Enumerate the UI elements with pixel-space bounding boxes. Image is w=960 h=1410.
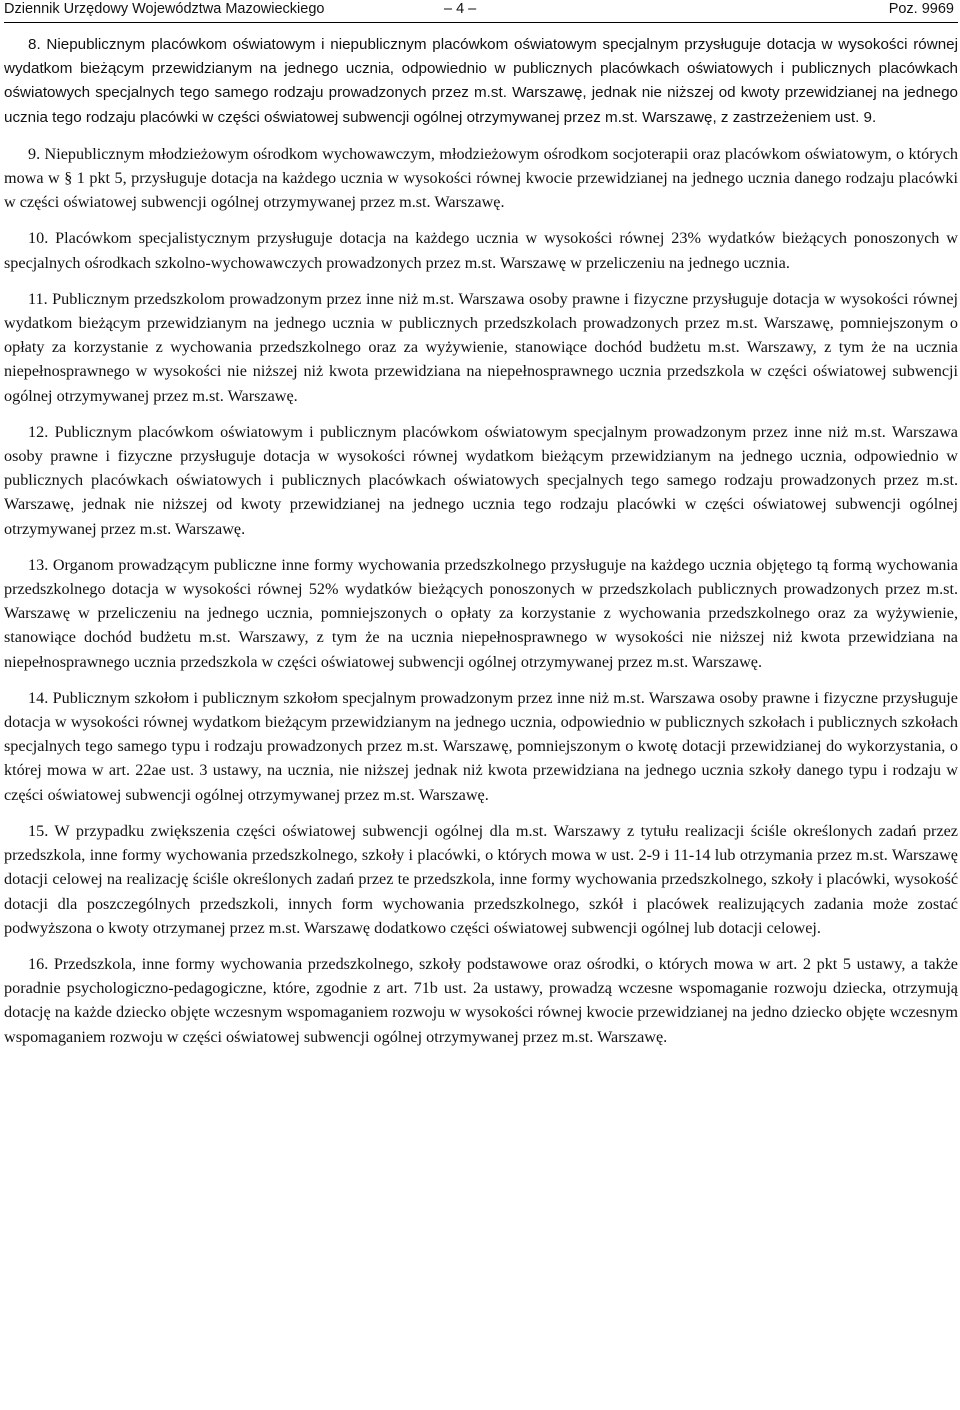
paragraph-10: 10. Placówkom specjalistycznym przysługuje dotacja na każdego ucznia w wysokości równej 23% wydatków bieżących ponoszonych w specjalnych ośrodkach szkolno-wychowawczych prowadzonych przez m.st. Warszawę w przeliczeniu na jednego ucznia. [4, 229, 958, 272]
paragraph-9: 9. Niepublicznym młodzieżowym ośrodkom wychowawczym, młodzieżowym ośrodkom socjoterapii oraz placówkom oświatowym, o których mowa w § 1 pkt 5, przysługuje dotacja na każdego ucznia w wysokości równej kwocie przewidzianej na jednego ucznia danego rodzaju placówki w części oświatowej subwencji ogólnej otrzymywanej przez m.st. Warszawę. [4, 144, 958, 212]
page-header [4, 0, 958, 23]
paragraph-8: 8. Niepublicznym placówkom oświatowym i niepublicznym placówkom oświatowym specjalnym przysługuje dotacja w wysokości równej wydatkom bieżącym przewidzianym na jednego ucznia, odpowiednio w publicznych placówkach oświatowych i publicznych placówkach oświatowych specjalnych tego samego rodzaju prowadzonych przez m.st. Warszawę, jednak nie niższej od kwoty przewidzianej na jednego ucznia tego rodzaju placówki w części oświatowej subwencji ogólnej otrzymywanej przez m.st. Warszawę, z zastrzeżeniem ust. 9. [4, 36, 958, 126]
page-number: – 4 – [444, 1, 477, 17]
paragraph-12: 12. Publicznym placówkom oświatowym i publicznym placówkom oświatowym specjalnym prowadzonym przez inne niż m.st. Warszawa osoby prawne i fizyczne przysługuje dotacja w wysokości równej wydatkom bieżącym przewidzianym na jednego ucznia, odpowiednio w publicznych placówkach oświatowych i publicznych placówkach oświatowych specjalnych tego samego rodzaju prowadzonych przez m.st. Warszawę, jednak nie niższej od kwoty przewidzianej na jednego ucznia tego rodzaju placówki w części oświatowej subwencji ogólnej otrzymywanej przez m.st. Warszawę. [4, 422, 958, 538]
paragraph-14: 14. Publicznym szkołom i publicznym szkołom specjalnym prowadzonym przez inne niż m.st. Warszawa osoby prawne i fizyczne przysługuje dotacja w wysokości równej wydatkom bieżącym przewidzianym na jednego ucznia, odpowiednio w publicznych szkołach i publicznych szkołach specjalnych tego samego typu i rodzaju prowadzonych przez m.st. Warszawę, pomniejszonym o kwotę dotacji przewidzianej do wykorzystania, o której mowa w art. 22ae ust. 3 ustawy, na ucznia, nie niższej jednak niż kwota przewidziana na jednego ucznia szkoły danego typu i rodzaju w części oświatowej subwencji ogólnej otrzymywanej przez m.st. Warszawę. [4, 688, 958, 804]
document-page [4, 0, 958, 1061]
position-number: Poz. 9969 [888, 1, 954, 17]
paragraph-13: 13. Organom prowadzącym publiczne inne formy wychowania przedszkolnego przysługuje na każdego ucznia objętego tą formą wychowania przedszkolnego dotacja w wysokości równej 52% wydatków bieżących ponoszonych w przedszkolach publicznych prowadzonych przez m.st. Warszawę w przeliczeniu na jednego ucznia, pomniejszonych o opłaty za korzystanie z wychowania przedszkolnego oraz za wyżywienie, stanowiące dochód budżetu m.st. Warszawy, z tym że na ucznia niepełnosprawnego w wysokości nie niższej niż kwota przewidziana na niepełnosprawnego ucznia przedszkola w części oświatowej subwencji ogólnej otrzymywanej przez m.st. Warszawę. [4, 555, 958, 671]
journal-title: Dziennik Urzędowy Województwa Mazowieckiego [4, 1, 325, 17]
document-body [4, 33, 958, 1049]
paragraph-11: 11. Publicznym przedszkolom prowadzonym przez inne niż m.st. Warszawa osoby prawne i fizyczne przysługuje dotacja w wysokości równej wydatkom bieżącym przewidzianym na jednego ucznia w publicznych przedszkolach prowadzonych przez m.st. Warszawę, pomniejszonym o opłaty za korzystanie z wychowania przedszkolnego oraz za wyżywienie, stanowiące dochód budżetu m.st. Warszawy, z tym że na ucznia niepełnosprawnego w wysokości nie niższej niż kwota przewidziana na niepełnosprawnego ucznia przedszkola w części oświatowej subwencji ogólnej otrzymywanej przez m.st. Warszawę. [4, 289, 958, 405]
paragraph-15: 15. W przypadku zwiększenia części oświatowej subwencji ogólnej dla m.st. Warszawy z tytułu realizacji ściśle określonych zadań przez przedszkola, inne formy wychowania przedszkolnego, szkoły i placówki, o których mowa w ust. 2-9 i 11-14 lub otrzymania przez m.st. Warszawę dotacji celowej na realizację ściśle określonych zadań przez te przedszkola, inne formy wychowania przedszkolnego, szkoły i placówki, wysokość dotacji dla poszczególnych przedszkoli, innych form wychowania przedszkolnego, szkół i placówek realizujących zadania może zostać podwyższona o kwoty otrzymanej przez m.st. Warszawę dodatkowo części oświatowej subwencji ogólnej lub dotacji celowej. [4, 821, 958, 937]
paragraph-16: 16. Przedszkola, inne formy wychowania przedszkolnego, szkoły podstawowe oraz ośrodki, o których mowa w art. 2 pkt 5 ustawy, a także poradnie psychologiczno-pedagogiczne, które, zgodnie z art. 71b ust. 2a ustawy, prowadzą wczesne wspomaganie rozwoju dziecka, otrzymują dotację na każde dziecko objęte wczesnym wspomaganiem rozwoju w wysokości równej kwocie przewidzianej na jedno dziecko objęte wczesnym wspomaganiem rozwoju w części oświatowej subwencji ogólnej otrzymywanej przez m.st. Warszawę. [4, 954, 958, 1046]
